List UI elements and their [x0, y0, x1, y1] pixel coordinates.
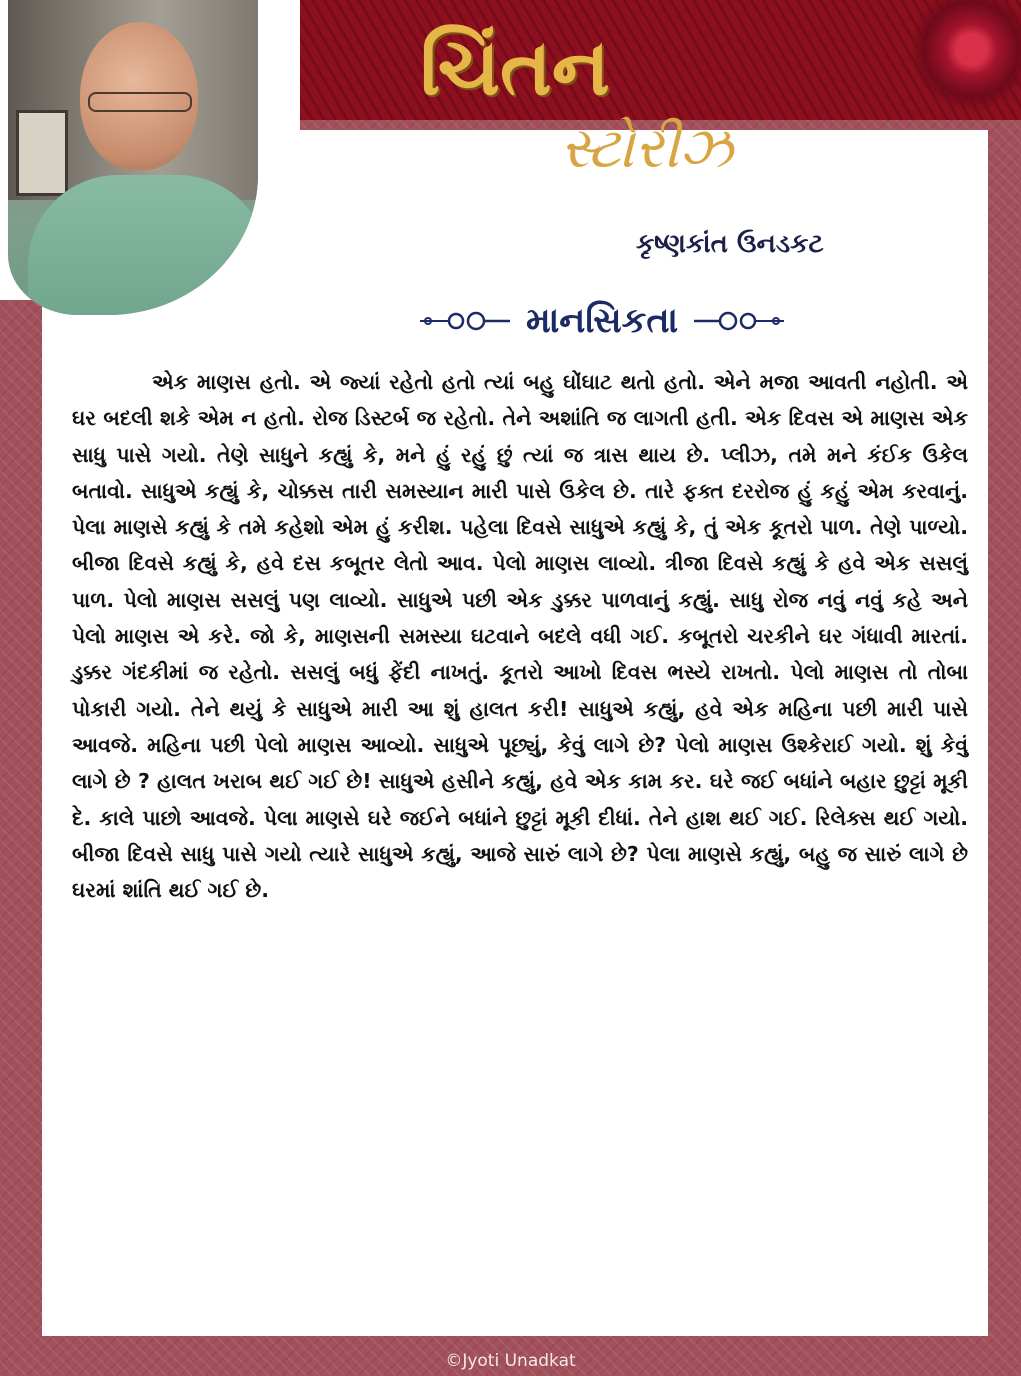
story-heading-row: [418, 296, 908, 346]
story-body: એક માણસ હતો. એ જ્યાં રહેતો હતો ત્યાં બહુ ઘોંઘાટ થતો હતો. એને મજા આવતી નહોતી. એ ઘર બદલી શકે એમ ન હતો. રોજ ડિસ્ટર્બ જ રહેતો. તેને અશાંતિ જ લાગતી હતી. એક દિવસ એ માણસ એક સાધુ પાસે ગયો. તેણે સાધુને કહ્યું કે, મને હું રહું છું ત્યાં જ ત્રાસ થાય છે. પ્લીઝ, તમે મને કંઈક ઉકેલ બતાવો. સાધુએ કહ્યું કે, ચોક્કસ તારી સમસ્યાન મારી પાસે ઉકેલ છે. તારે ફક્ત દરરોજ હું કહું એમ કરવાનું. પેલા માણસે કહ્યું કે તમે કહેશો એમ હું કરીશ. પહેલા દિવસે સાધુએ કહ્યું કે, તું એક કૂતરો પાળ. તેણે પાળ્યો. બીજા દિવસે કહ્યું કે, હવે દસ કબૂતર લેતો આવ. પેલો માણસ લાવ્યો. ત્રીજા દિવસે કહ્યું કે હવે એક સસલું પાળ. પેલો માણસ સસલું પણ લાવ્યો. સાધુએ પછી એક ડુક્કર પાળવાનું કહ્યું. સાધુ રોજ નવું નવું કહે અને પેલો માણસ એ કરે. જો કે, માણસની સમસ્યા ઘટવાને બદલે વધી ગઈ. કબૂતરો ચરકીને ઘર ગંધાવી મારતાં. ડુક્કર ગંદકીમાં જ રહેતો. સસલું બધું ફેંદી નાખતું. કૂતરો આખો દિવસ ભસ્યે રાખતો. પેલો માણસ તો તોબા પોકારી ગયો. તેને થયું કે સાધુએ મારી આ શું હાલત કરી! સાધુએ કહ્યું, હવે એક મહિના પછી મારી પાસે આવજે. મહિના પછી પેલો માણસ આવ્યો. સાધુએ પૂછ્યું, કેવું લાગે છે? પેલો માણસ ઉશ્કેરાઈ ગયો. શું કેવું લાગે છે ? હાલત ખરાબ થઈ ગઈ છે! સાધુએ હસીને કહ્યું, હવે એક કામ કર. ઘરે જઈ બધાંને બહાર છુટ્ટાં મૂકી દે. કાલે પાછો આવજે. પેલા માણસે ઘરે જઈને બધાંને છુટ્ટાં મૂકી દીધાં. તેને હાશ થઈ ગઈ. રિલેક્સ થઈ ગયો. બીજા દિવસે સાધુ પાસે ગયો ત્યારે સાધુએ કહ્યું, આજે સારું લાગે છે? પેલા માણસે કહ્યું, બહુ જ સારું લાગે છે ઘરમાં શાંતિ થઈ ગઈ છે.: [72, 370, 968, 903]
series-title: ચિંતન: [420, 23, 610, 113]
photo-shirt: [28, 175, 258, 315]
photo-glasses: [88, 92, 192, 112]
author-photo: [8, 0, 258, 315]
story-heading: માનસિકતા: [526, 301, 679, 341]
rose-decoration: [911, 0, 1021, 110]
series-subtitle: સ્ટોરીઝ: [560, 116, 733, 181]
author-name: કૃષ્ણકાંત ઉનડકટ: [636, 229, 824, 259]
left-ornament-icon: [418, 311, 512, 331]
photo-wall-frame: [16, 110, 68, 196]
right-ornament-icon: [692, 311, 786, 331]
copyright-credit: ©Jyoti Unadkat: [445, 1351, 576, 1371]
